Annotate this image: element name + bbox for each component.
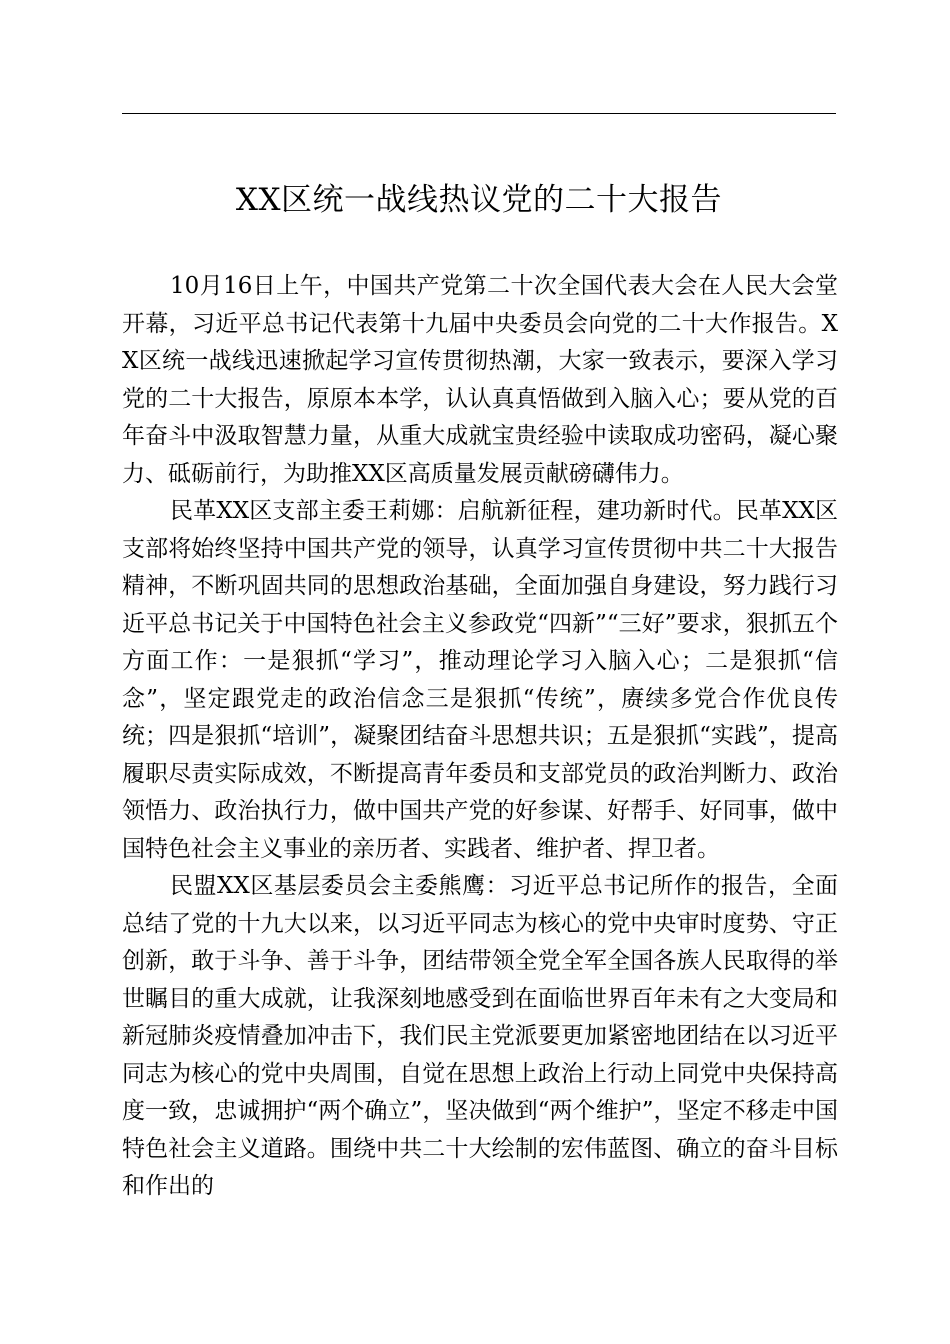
paragraph-minmeng: 民盟XX区基层委员会主委熊鹰：习近平总书记所作的报告，全面总结了党的十九大以来，以习近平同志为核心的党中央审时度势、守正创新，敢于斗争、善于斗争，团结带领全党全军全国各族人民取得的举世瞩目的重大成就，让我深刻地感受到在面临世界百年未有之大变局和新冠肺炎疫情叠加冲击下，我们民主党派要更加紧密地团结在以习近平同志为核心的党中央周围，自觉在思想上政治上行动上同党中央保持高度一致，忠诚拥护“两个确立”，坚决做到“两个维护”，坚定不移走中国特色社会主义道路。围绕中共二十大绘制的宏伟蓝图、确立的奋斗目标和作出的 [122, 873, 838, 1199]
paragraph-intro: 10月16日上午，中国共产党第二十次全国代表大会在人民大会堂开幕，习近平总书记代表第十九届中央委员会向党的二十大作报告。XX区统一战线迅速掀起学习宣传贯彻热潮，大家一致表示，要深入学习党的二十大报告，原原本本学，认认真真悟做到入脑入心；要从党的百年奋斗中汲取智慧力量，从重大成就宝贵经验中读取成功密码，凝心聚力、砥砺前行，为助推XX区高质量发展贡献磅礴伟力。 [122, 273, 838, 487]
document-body [122, 268, 838, 1206]
header-rule [122, 113, 836, 114]
document-title: XX区统一战线热议党的二十大报告 [235, 182, 723, 218]
paragraph-minge: 民革XX区支部主委王莉娜：启航新征程，建功新时代。民革XX区支部将始终坚持中国共产党的领导，认真学习宣传贯彻中共二十大报告精神，不断巩固共同的思想政治基础，全面加强自身建设，努力践行习近平总书记关于中国特色社会主义参政党“四新”“三好”要求，狠抓五个方面工作：一是狠抓“学习”，推动理论学习入脑入心；二是狠抓“信念”，坚定跟党走的政治信念三是狠抓“传统”，赓续多党合作优良传统；四是狠抓“培训”，凝聚团结奋斗思想共识；五是狠抓“实践”，提高履职尽责实际成效，不断提高青年委员和支部党员的政治判断力、政治领悟力、政治执行力，做中国共产党的好参谋、好帮手、好同事，做中国特色社会主义事业的亲历者、实践者、维护者、捍卫者。 [122, 498, 838, 862]
